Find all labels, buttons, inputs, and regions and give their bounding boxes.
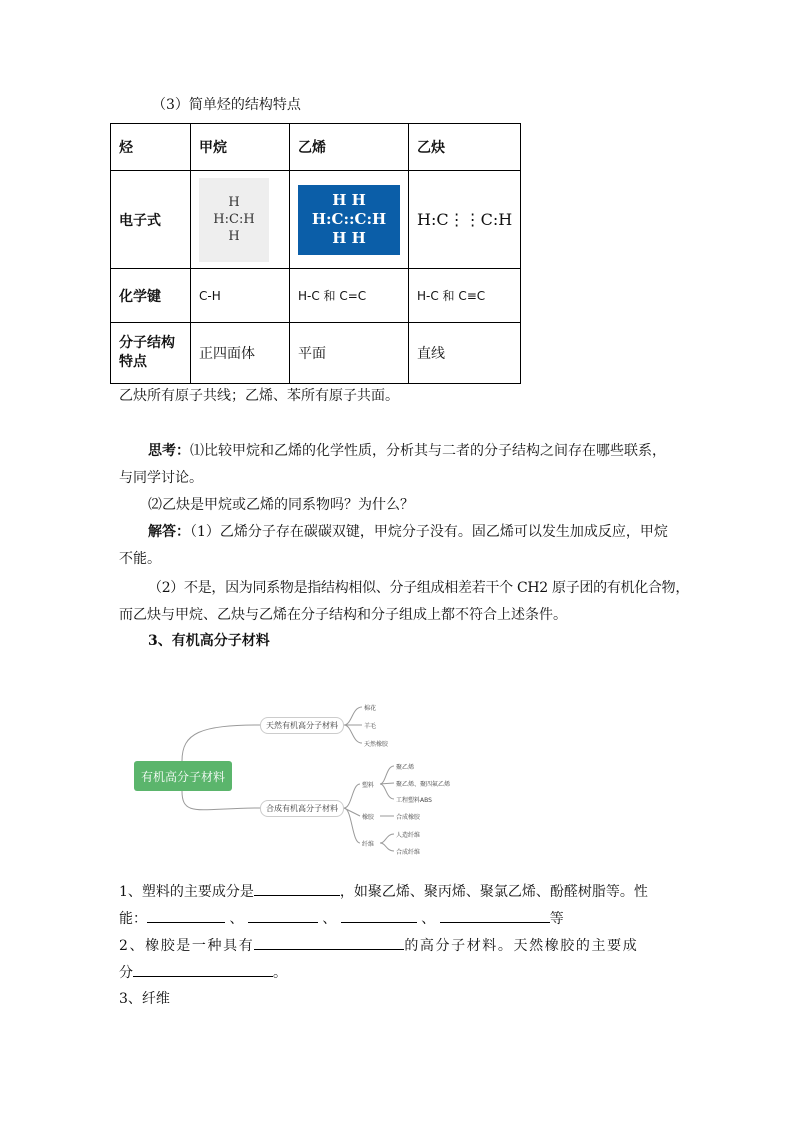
ethylene-electron-formula-image [298, 185, 400, 255]
cell-c2h2-formula [409, 171, 521, 269]
answer-a2-line1: （2）不是，因为同系物是指结构相似、分子组成相差若干个 CH2 原子团的有机化合物， [148, 580, 690, 596]
question-1-line2 [119, 906, 564, 930]
c2h4-line-1: H H [332, 191, 366, 209]
c2h4-line-2: H:C::C:H [311, 210, 387, 228]
table-row-electron-formula [111, 171, 521, 269]
question-2-line2 [119, 960, 287, 984]
q2-text-c: 分 [119, 965, 133, 981]
q1-blank-4[interactable] [341, 906, 417, 923]
q1-text-a: 1、塑料的主要成分是 [119, 884, 254, 900]
q1-sep-3: 、 [421, 911, 436, 927]
cell-c2h4-structure: 平面 [290, 323, 409, 384]
question-1-line1 [119, 879, 648, 903]
cell-c2h2-bond: H-C 和 C≡C [409, 269, 521, 323]
mindmap-natural: 天然有机高分子材料 [260, 717, 344, 734]
cell-ch4-formula [191, 171, 290, 269]
mindmap-natural-item-3: 天然橡胶 [364, 741, 389, 748]
q1-sep-1: 、 [229, 911, 244, 927]
q2-blank-1[interactable] [254, 933, 404, 950]
answer-a1-line1 [148, 521, 668, 543]
answer-a1-text: （1）乙烯分子存在碳碳双键，甲烷分子没有。固乙烯可以发生加成反应，甲烷 [190, 524, 668, 540]
table-row-structure [111, 323, 521, 384]
q2-text-b: 的高分子材料。天然橡胶的主要成 [404, 938, 639, 954]
mindmap-fiber-item-2: 合成纤维 [396, 849, 421, 856]
header-ethylene: 乙烯 [290, 124, 409, 171]
section-heading-polymer: 3、有机高分子材料 [148, 633, 270, 649]
table-row-bonds [111, 269, 521, 323]
row-label-electron-formula: 电子式 [111, 171, 191, 269]
ch4-line-2: H:C:H [213, 212, 255, 227]
table-header-row [111, 124, 521, 171]
q1-blank-3[interactable] [248, 906, 318, 923]
answer-a2-line2: 而乙炔与甲烷、乙炔与乙烯在分子结构和分子组成上都不符合上述条件。 [119, 607, 567, 623]
hydrocarbon-table [110, 123, 521, 384]
ch4-line-1: H [228, 195, 240, 210]
mindmap-root: 有机高分子材料 [134, 761, 232, 791]
polymer-mindmap [130, 698, 490, 858]
cell-ch4-bond: C-H [191, 269, 290, 323]
mindmap-synthetic: 合成有机高分子材料 [260, 800, 344, 817]
q2-text-a: 2、橡胶是一种具有 [119, 938, 255, 954]
mindmap-fiber-item-1: 人造纤维 [396, 832, 421, 839]
acetylene-electron-formula: H:C⋮⋮C:H [417, 210, 513, 229]
mindmap-plastic-item-2: 聚乙烯、聚四氟乙烯 [396, 781, 451, 788]
mindmap-plastic-item-1: 聚乙烯 [396, 764, 415, 771]
mindmap-fiber: 纤维 [362, 841, 375, 848]
think-q2: ⑵乙炔是甲烷或乙烯的同系物吗？为什么？ [148, 497, 414, 513]
mindmap-plastic-item-3: 工程塑料ABS [396, 797, 432, 804]
answer-label: 解答： [148, 524, 190, 540]
methane-electron-formula-image [199, 178, 269, 262]
section-title: （3）简单烃的结构特点 [152, 97, 301, 113]
think-label: 思考： [148, 443, 190, 459]
mindmap-rubber: 橡胶 [362, 814, 375, 821]
cell-ch4-structure: 正四面体 [191, 323, 290, 384]
cell-c2h2-structure: 直线 [409, 323, 521, 384]
ch4-line-3: H [228, 229, 240, 244]
mindmap-rubber-item: 合成橡胶 [396, 814, 421, 821]
mindmap-plastic: 塑料 [362, 782, 375, 789]
cell-c2h4-bond: H-C 和 C=C [290, 269, 409, 323]
think-q1-text: ⑴比较甲烷和乙烯的化学性质，分析其与二者的分子结构之间存在哪些联系， [190, 443, 666, 459]
row-label-structure: 分子结构特点 [111, 323, 191, 384]
question-2-line1 [119, 933, 638, 957]
mindmap-natural-item-2: 羊毛 [364, 723, 377, 730]
q1-blank-2[interactable] [147, 906, 225, 923]
question-3: 3、纤维 [119, 991, 170, 1007]
q1-blank-5[interactable] [440, 906, 550, 923]
header-hydrocarbon: 烃 [111, 124, 191, 171]
header-acetylene: 乙炔 [409, 124, 521, 171]
think-q1-line1 [148, 440, 666, 462]
mindmap-natural-item-1: 棉花 [364, 705, 377, 712]
row-label-bonds: 化学键 [111, 269, 191, 323]
cell-c2h4-formula [290, 171, 409, 269]
q2-blank-2[interactable] [133, 960, 273, 977]
q1-text-c: 能： [119, 911, 147, 927]
q1-sep-2: 、 [322, 911, 337, 927]
q1-text-b: ，如聚乙烯、聚丙烯、聚氯乙烯、酚醛树脂等。性 [339, 884, 648, 900]
q2-end: 。 [273, 965, 287, 981]
note-line: 乙炔所有原子共线；乙烯、苯所有原子共面。 [119, 388, 399, 404]
q1-end: 等 [549, 911, 564, 927]
q1-blank-1[interactable] [254, 879, 340, 896]
c2h4-line-3: H H [332, 229, 366, 247]
header-methane: 甲烷 [191, 124, 290, 171]
answer-a1-line2: 不能。 [119, 551, 161, 567]
think-q1-line2: 与同学讨论。 [119, 470, 203, 486]
